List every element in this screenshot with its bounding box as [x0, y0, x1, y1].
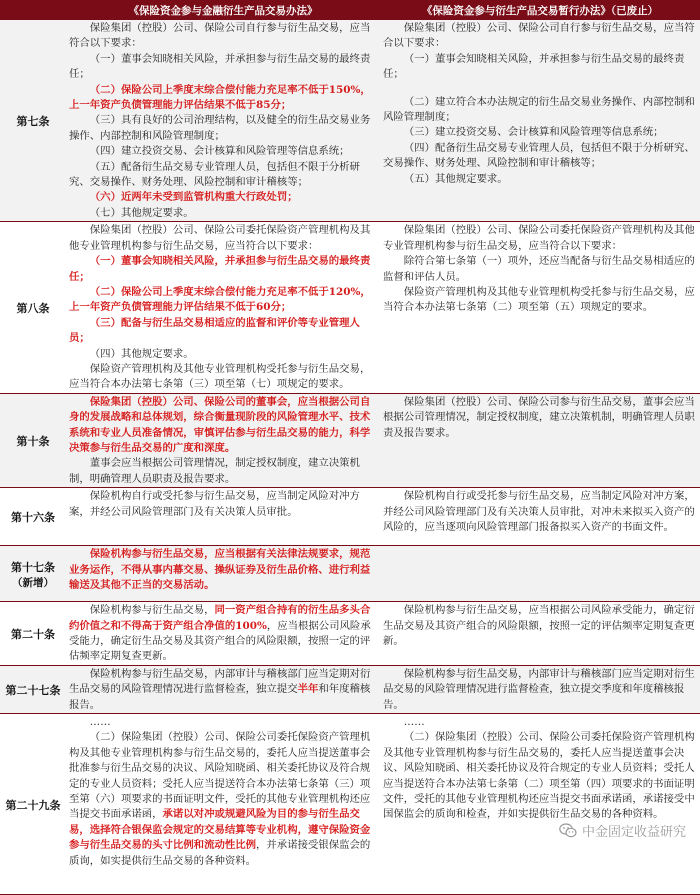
- text-segment: ，应当根据公司风险承受能力，确定衍生品交易及其资产组合的风险限额，按照一定的评估频率定期复查更新。: [69, 619, 371, 663]
- paragraph: 保险资产管理机构及其他专业管理机构受托参与衍生品交易，应当符合本办法第七条第（二）项至第（五）项规定的要求。: [383, 285, 695, 314]
- paragraph: （四）其他规定要求。: [89, 347, 194, 360]
- paragraph: [69, 715, 377, 730]
- paragraph: （六）近两年未受到监管机构重大行政处罚；: [89, 191, 298, 204]
- article-note: （新增）: [12, 576, 54, 589]
- watermark: [559, 821, 686, 840]
- article-label: 第十七条: [11, 560, 55, 574]
- paragraph: （四）建立投资交易、会计核算和风险管理等信息系统；: [89, 145, 350, 158]
- article-number: [0, 20, 66, 222]
- old-regulation-cell: [380, 714, 700, 895]
- new-regulation-cell: [66, 222, 380, 393]
- header-old-regulation: 《保险资金参与衍生产品交易暂行办法》（已废止）: [380, 0, 700, 20]
- new-regulation-cell: [66, 546, 380, 602]
- paragraph: [69, 603, 377, 665]
- article-label: 第二十条: [11, 628, 55, 641]
- watermark-text: 中金固定收益研究: [581, 825, 686, 840]
- highlighted-text: 承诺以对冲或规避风险为目的参与衍生品交易，选择符合银保监会规定的交易结算等专业机构，遵守保险资金参与衍生品交易的头寸比例和流动性比例: [69, 808, 371, 852]
- paragraph: （五）其他规定要求。: [403, 172, 508, 185]
- table-row: [0, 488, 700, 546]
- article-number: [0, 393, 66, 487]
- new-regulation-cell: [66, 602, 380, 666]
- new-regulation-cell: [66, 488, 380, 546]
- paragraph: （七）其他规定要求。: [89, 206, 194, 219]
- article-number: [0, 222, 66, 393]
- article-label: 第二十九条: [5, 798, 61, 812]
- paragraph: 保险集团（控股）公司、保险公司自行参与衍生品交易，应当符合以下要求：: [383, 22, 695, 50]
- old-regulation-cell: [380, 20, 700, 222]
- paragraph: [69, 667, 377, 713]
- paragraph: （二）保险公司上季度末综合偿付能力充足率不低于150%，上一年资产负债管理能力评估结果不低于85分；: [69, 83, 371, 112]
- paragraph: 保险资产管理机构及其他专业管理机构受托参与衍生品交易，应当符合本办法第七条第（三）项至第（七）项规定的要求。: [69, 362, 371, 391]
- old-regulation-cell: [380, 488, 700, 546]
- text-segment: 保险机构参与衍生品交易，内部审计与稽核部门应当定期对衍生品交易的风险管理情况进行监督检查，独立提交: [69, 667, 371, 696]
- text-segment: 保险机构参与衍生品交易，: [89, 604, 215, 617]
- article-number: [0, 546, 66, 602]
- paragraph: 保险集团（控股）公司、保险公司委托保险资产管理机构及其他专业管理机构参与衍生品交易，应当符合以下要求：: [383, 224, 695, 252]
- paragraph: [69, 730, 377, 869]
- new-regulation-cell: [66, 714, 380, 895]
- article-label: 第二十七条: [5, 683, 61, 697]
- article-label: 第八条: [16, 302, 50, 316]
- table-row: [0, 393, 700, 487]
- paragraph: （一）董事会知晓相关风险，并承担参与衍生品交易的最终责任；: [69, 255, 371, 283]
- old-regulation-cell: [380, 665, 700, 713]
- paragraph: 保险集团（控股）公司、保险公司委托保险资产管理机构及其他专业管理机构参与衍生品交易，应当符合以下要求：: [69, 224, 371, 252]
- text-segment: ，并承诺接受银保监会的质询，如实提供衍生品交易的各种资料。: [69, 839, 371, 867]
- paragraph: 保险集团（控股）公司、保险公司的董事会，应当根据公司自身的发展战略和总体规划，综合衡量现阶段的风险管理水平、技术系统和专业人员准备情况，审慎评估参与衍生品交易的能力，科学决策参与衍生品交易的广度和深度。: [69, 395, 371, 454]
- table-row: [0, 665, 700, 713]
- table-row: [0, 20, 700, 222]
- paragraph: 保险机构参与衍生品交易，应当根据公司风险承受能力，确定衍生品交易及其资产组合的风险限额，按照一定的评估频率定期复查更新。: [383, 604, 695, 647]
- paragraph: 保险集团（控股）公司、保险公司自行参与衍生品交易，应当符合以下要求：: [69, 22, 371, 50]
- paragraph: （一）董事会知晓相关风险，并承担参与衍生品交易的最终责任；: [383, 52, 685, 81]
- paragraph: （一）董事会知晓相关风险，并承担参与衍生品交易的最终责任；: [69, 52, 371, 81]
- paragraph: ……: [403, 716, 425, 729]
- paragraph: 除符合第七条第（一）项外，还应当配备与衍生品交易相适应的监督和评估人员。: [383, 255, 695, 283]
- article-label: 第十六条: [11, 511, 55, 525]
- old-regulation-cell: [380, 546, 700, 602]
- paragraph: 保险机构参与衍生品交易，应当根据有关法律法规要求，规范业务运作，不得从事内幕交易、操纵证券及衍生品价格、进行利益输送及其他不正当的交易活动。: [69, 548, 371, 591]
- table-row: [0, 602, 700, 666]
- table-row: [0, 546, 700, 602]
- article-number: [0, 714, 66, 895]
- paragraph: 保险集团（控股）公司、保险公司参与衍生品交易，董事会应当根据公司管理情况，制定授权制度，建立决策机制，明确管理人员职责及报告要求。: [383, 395, 695, 439]
- article-label: 第七条: [16, 115, 50, 129]
- paragraph: （五）配备衍生品交易专业管理人员，包括但不限于分析研究、交易操作、财务处理、风险控制和审计稽核等；: [69, 160, 360, 189]
- new-regulation-cell: [66, 393, 380, 487]
- text-segment: （二）保险集团（控股）公司、保险公司委托保险资产管理机构及其他专业管理机构参与衍生品交易的，委托人应当提送董事会批准参与衍生品交易的决议、风险知晓函、相关委托协议及符合规定的专业人员资料；受托人应当提送符合本办法第七条第（三）项至第（六）项要求的书面证明文件，受托的其他专业管理机构还应当提交书面承诺函，: [69, 731, 371, 821]
- text-segment: 和年度稽核报告。: [69, 683, 371, 711]
- old-regulation-cell: [380, 602, 700, 666]
- highlighted-text: 半年: [297, 683, 319, 696]
- paragraph: [383, 83, 697, 95]
- paragraph: （四）配备衍生品交易专业管理人员，包括但不限于分析研究、交易操作、财务处理、风险控制和审计稽核等；: [383, 141, 695, 170]
- paragraph: 保险机构参与衍生品交易，内部审计与稽核部门应当定期对衍生品交易的风险管理情况进行监督检查，独立提交季度和年度稽核报告。: [383, 667, 695, 711]
- table-body: [0, 20, 700, 895]
- old-regulation-cell: [380, 393, 700, 487]
- paragraph: （二）建立符合本办法规定的衍生品交易业务操作、内部控制和风险管理制度；: [383, 95, 695, 124]
- paragraph: 保险机构自行或受托参与衍生品交易，应当制定风险对冲方案，并经公司风险管理部门及有关决策人员审批，对冲未来拟买入资产的风险的，应当逐项向风险管理部门报备拟买入资产的书面文件。: [383, 490, 695, 533]
- table-row: [0, 222, 700, 393]
- paragraph: （三）建立投资交易、会计核算和风险管理等信息系统；: [403, 126, 664, 139]
- article-number: [0, 488, 66, 546]
- wechat-icon: [559, 823, 577, 838]
- text-segment: ……: [89, 716, 111, 729]
- highlighted-text: 同一资产组合持有的衍生品多头合约价值之和不得高于资产组合净值的100%: [69, 604, 371, 632]
- table-row: [0, 714, 700, 895]
- paragraph: （三）具有良好的公司治理结构，以及健全的衍生品交易业务操作、内部控制和风险管理制度；: [69, 114, 371, 142]
- article-number: [0, 665, 66, 713]
- paragraph: （三）配备与衍生品交易相适应的监督和评价等专业管理人员；: [69, 316, 360, 345]
- new-regulation-cell: [66, 665, 380, 713]
- new-regulation-cell: [66, 20, 380, 222]
- paragraph: 董事会应当根据公司管理情况，制定授权制度，建立决策机制，明确管理人员职责及报告要求。: [69, 457, 360, 485]
- table-header-row: [0, 0, 700, 20]
- header-new-regulation: 《保险资金参与金融衍生产品交易办法》: [66, 0, 380, 20]
- article-label: 第十条: [16, 434, 50, 448]
- paragraph: 保险机构自行或受托参与衍生品交易，应当制定风险对冲方案，并经公司风险管理部门及有关决策人员审批。: [69, 490, 360, 518]
- old-regulation-cell: [380, 222, 700, 393]
- article-number: [0, 602, 66, 666]
- paragraph: （二）保险集团（控股）公司、保险公司委托保险资产管理机构及其他专业管理机构参与衍生品交易的，委托人应当提送董事会决议、风险知晓函、相关委托协议及符合规定的专业人员资料；受托人应当提送符合本办法第七条第（二）项至第（四）项要求的书面证明文件，受托的其他专业管理机构还应当提交书面承诺函，承诺接受中国保监会的质询和检查，并如实提供衍生品交易的各种资料。: [383, 731, 695, 821]
- header-article: [0, 0, 66, 20]
- paragraph: （二）保险公司上季度末综合偿付能力充足率不低于120%，上一年资产负债管理能力评估结果不低于60分；: [69, 285, 371, 314]
